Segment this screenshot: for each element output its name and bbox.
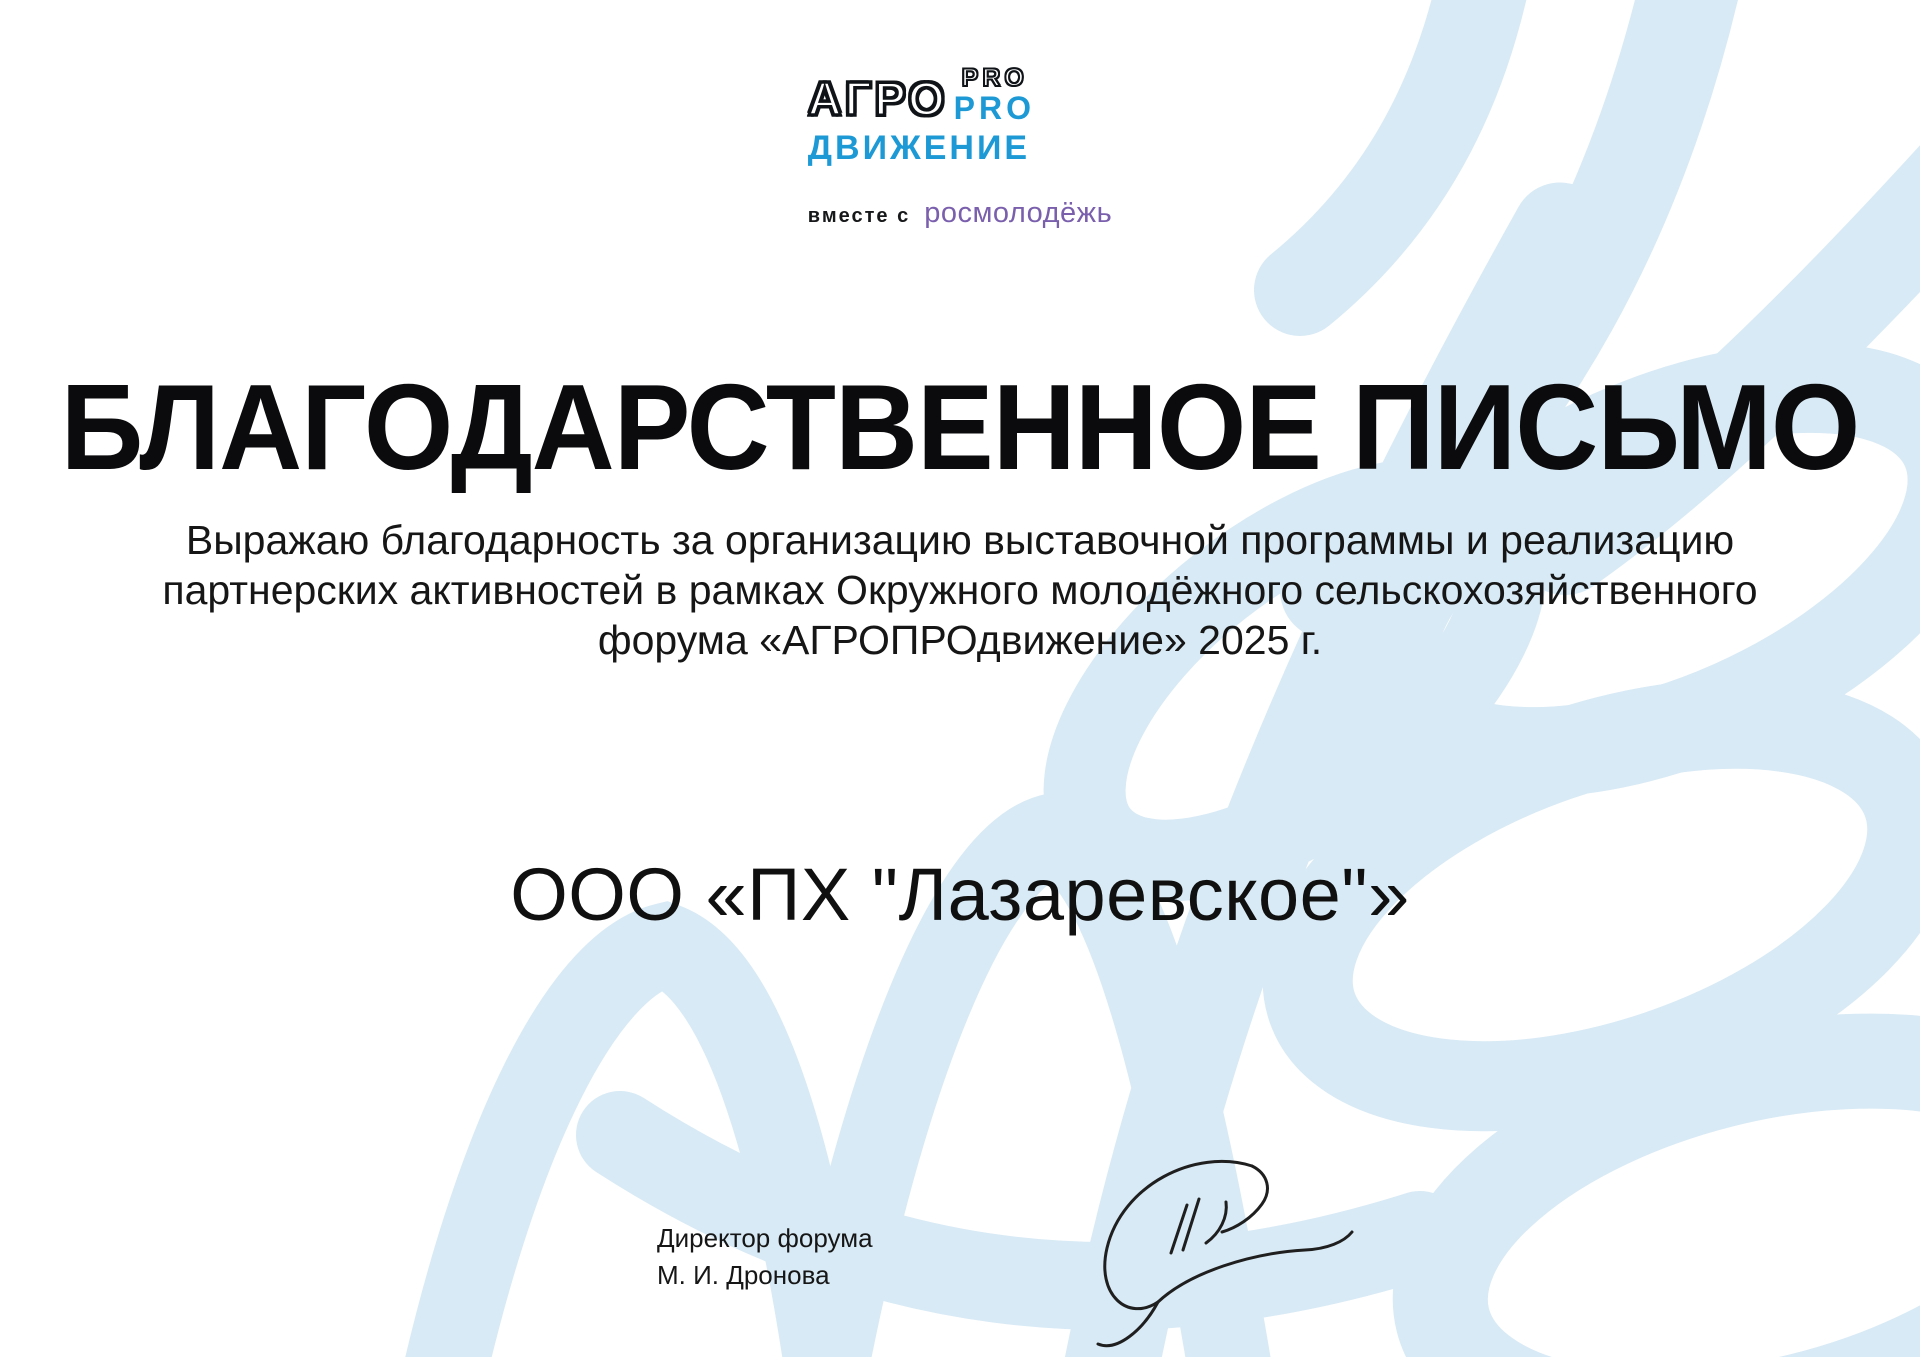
agroprodvizhenie-logo xyxy=(807,64,1113,230)
logo-row-top xyxy=(807,64,1079,126)
recipient-name: ООО «ПХ "Лазаревское"» xyxy=(510,853,1410,936)
logo-pro-stack xyxy=(953,64,1079,126)
logo-pro-text: PRO xyxy=(953,90,1036,126)
logo-tagline xyxy=(808,197,1112,230)
signatory-name: М. И. Дронова xyxy=(657,1260,830,1290)
logo-dvizhenie-text: ДВИЖЕНИЕ xyxy=(807,129,1031,167)
body-line-2: партнерских активностей в рамках Окружного молодёжного сельскохозяйственного xyxy=(162,567,1758,613)
body-line-1: Выражаю благодарность за организацию выставочной программы и реализацию xyxy=(185,517,1735,563)
signature-block xyxy=(657,1220,873,1294)
thanks-paragraph xyxy=(0,515,1920,665)
logo-agro-text: АГРО xyxy=(807,72,948,125)
signatory-role: Директор форума xyxy=(657,1223,873,1253)
page-title: БЛАГОДАРСТВЕННОЕ ПИСЬМО xyxy=(60,359,1860,496)
body-line-3: форума «АГРОПРОдвижение» 2025 г. xyxy=(597,617,1323,663)
logo-pro-ghost-text: PRO xyxy=(961,64,1028,92)
logo-block xyxy=(0,64,1920,230)
rosmolodezh-brand: росмолодёжь xyxy=(924,197,1113,229)
tagline-prefix: вместе с xyxy=(807,205,911,227)
